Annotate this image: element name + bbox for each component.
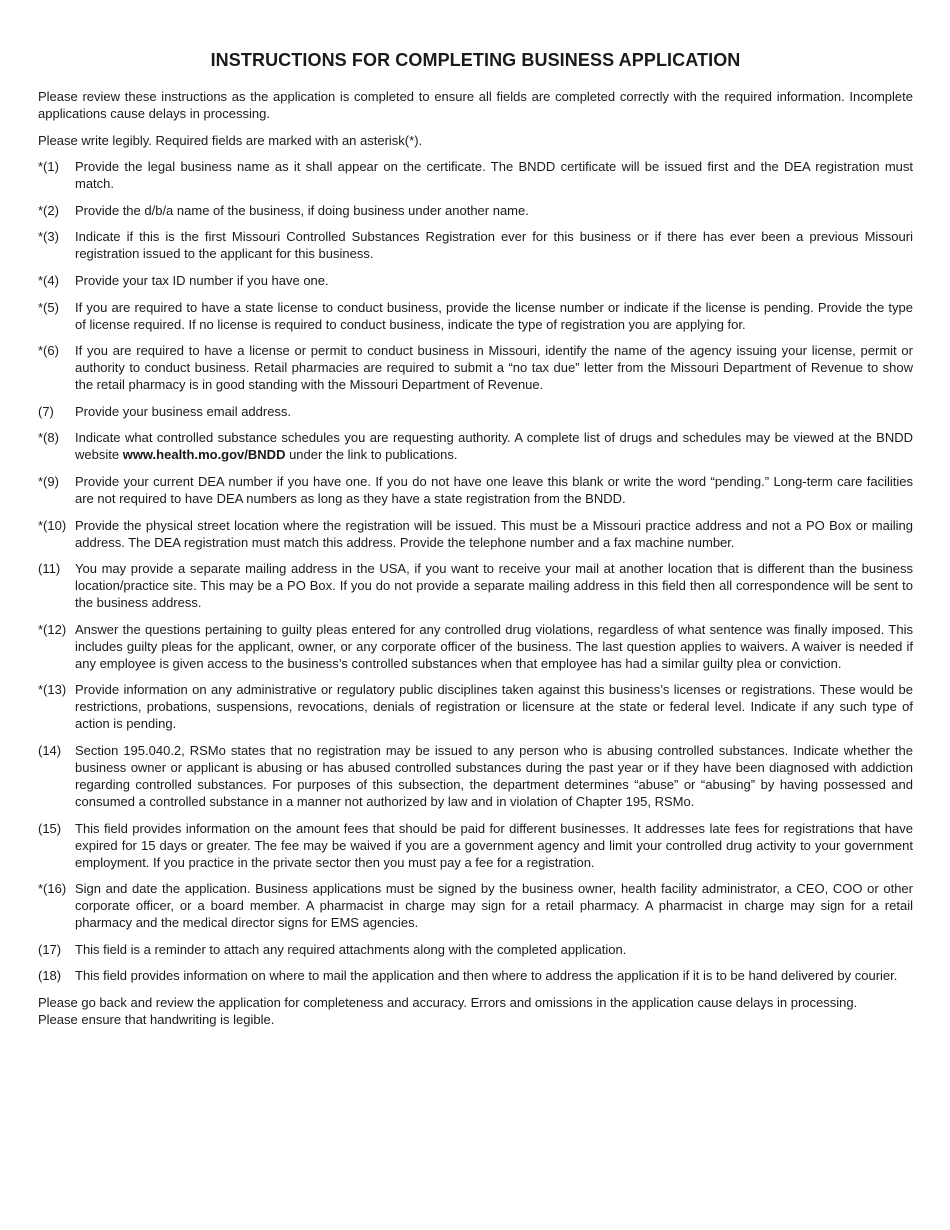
instruction-item-18 <box>38 967 913 984</box>
intro-paragraph: Please review these instructions as the application is completed to ensure all fields are completed correctly with the required information. Incomplete applications cause delays in processing. <box>38 89 913 121</box>
item-number: *(8) <box>38 430 59 446</box>
item-text-after: under the link to publications. <box>285 447 458 463</box>
item-text: This field provides information on the amount fees that should be paid for different businesses. It addresses late fees for registrations that have expired for 15 days or greater. The fee may be waived if you are a government agency and limit your controlled drug activity to your government employment. If you practice in the private sector then you must pay a fee for a registration. <box>75 820 913 870</box>
item-number: *(13) <box>38 682 67 698</box>
item-text: Answer the questions pertaining to guilty pleas entered for any controlled drug violations, regardless of what sentence was finally imposed. This includes guilty pleas for the applicant, owner, or any corporate officer of the business. The last question applies to waivers. A waiver is needed if any employee is given access to the business’s controlled substances when that employee has had a similar guilty plea or conviction. <box>75 621 913 671</box>
item-number: (17) <box>38 941 62 957</box>
item-number: *(5) <box>38 299 59 315</box>
legibility-note: Please write legibly. Required fields are marked with an asterisk(*). <box>38 132 423 148</box>
item-number: *(1) <box>38 159 59 175</box>
instruction-item-1 <box>38 158 913 192</box>
instruction-item-17 <box>38 941 913 958</box>
item-number: *(4) <box>38 272 59 288</box>
item-text: Indicate if this is the first Missouri Controlled Substances Registration ever for this business or if there has ever been a previous Missouri registration issued to the applicant for this business. <box>75 229 913 262</box>
item-number: *(3) <box>38 229 59 245</box>
item-text: You may provide a separate mailing address in the USA, if you want to receive your mail at another location that is different than the business location/practice site. This may be a PO Box. If you do not provide a separate mailing address in this field then all correspondence will be sent to the business address. <box>75 561 913 611</box>
item-number: *(6) <box>38 343 59 359</box>
item-number: *(9) <box>38 473 59 489</box>
document-page <box>38 50 913 1028</box>
page-title: INSTRUCTIONS FOR COMPLETING BUSINESS APPLICATION <box>210 50 741 70</box>
instruction-item-9 <box>38 473 913 507</box>
item-text: Sign and date the application. Business applications must be signed by the business owner, health facility administrator, a CEO, COO or other corporate officer, or a board member. A pharmacist in charge may sign for a retail pharmacy. A pharmacist in charge may sign for a retail pharmacy and the medical director signs for EMS agencies. <box>75 881 913 931</box>
item-number: (11) <box>38 561 61 577</box>
item-number: *(10) <box>38 517 67 533</box>
item-text: Section 195.040.2, RSMo states that no registration may be issued to any person who is abusing controlled substances. Indicate whether the business owner or applicant is abusing or has abused controlled substances during the past year or if they have been diagnosed with addiction regarding controlled substances. For purposes of this subsection, the department determines “abuse” or “abusing” by having possessed and consumed a controlled substance in a manner not authorized by law and in violation of Chapter 195, RSMo. <box>75 742 913 809</box>
item-text: If you are required to have a state license to conduct business, provide the license number or indicate if the license is pending. Provide the type of license required. If no license is required to conduct business, indicate the type of registration you are applying for. <box>75 299 913 332</box>
instruction-item-13 <box>38 681 913 732</box>
item-text: Provide your tax ID number if you have one. <box>75 272 329 288</box>
item-number: *(16) <box>38 881 67 897</box>
instruction-item-8 <box>38 429 913 463</box>
instruction-item-2 <box>38 202 913 219</box>
closing-paragraph <box>38 994 913 1028</box>
item-number: (14) <box>38 742 62 758</box>
item-number: *(12) <box>38 621 67 637</box>
item-text-before: Indicate what controlled substance schedules you are requesting authority. A complete list of drugs and schedules may be viewed at the BNDD website <box>75 430 913 463</box>
item-number: (15) <box>38 820 62 836</box>
instruction-item-7 <box>38 403 913 420</box>
item-text: Provide your current DEA number if you have one. If you do not have one leave this blank or write the word “pending.” Long-term care facilities are not required to have DEA numbers as long as they have a state registration from the BNDD. <box>75 473 913 506</box>
closing-line-1: Please go back and review the application for completeness and accuracy. Errors and omissions in the application cause delays in processing. <box>38 994 858 1010</box>
item-number: (7) <box>38 403 54 419</box>
item-text: Provide the d/b/a name of the business, if doing business under another name. <box>75 202 529 218</box>
item-text: Provide your business email address. <box>75 403 292 419</box>
bndd-website-link[interactable]: www.health.mo.gov/BNDD <box>122 447 286 463</box>
item-text: This field provides information on where to mail the application and then where to address the application if it is to be hand delivered by courier. <box>75 968 898 984</box>
instruction-item-15 <box>38 820 913 871</box>
instruction-item-6 <box>38 342 913 393</box>
item-text: This field is a reminder to attach any required attachments along with the completed application. <box>75 941 627 957</box>
item-text: If you are required to have a license or permit to conduct business in Missouri, identify the name of the agency issuing your license, permit or authority to conduct business. Retail pharmacies are required to submit a “no tax due” letter from the Missouri Department of Revenue to show the retail pharmacy is in good standing with the Missouri Department of Revenue. <box>75 343 913 393</box>
instruction-list <box>38 158 913 984</box>
item-text <box>75 429 913 463</box>
item-text: Provide the physical street location where the registration will be issued. This must be a Missouri practice address and not a PO Box or mailing address. The DEA registration must match this address. Provide the telephone number and a fax machine number. <box>75 517 913 550</box>
instruction-item-10 <box>38 517 913 551</box>
closing-line-2: Please ensure that handwriting is legible. <box>38 1011 275 1027</box>
item-number: *(2) <box>38 202 59 218</box>
instruction-item-14 <box>38 742 913 810</box>
instruction-item-3 <box>38 228 913 262</box>
instruction-item-4 <box>38 272 913 289</box>
instruction-item-12 <box>38 621 913 672</box>
instruction-item-11 <box>38 560 913 611</box>
item-number: (18) <box>38 968 62 984</box>
instruction-item-5 <box>38 299 913 333</box>
item-text: Provide the legal business name as it shall appear on the certificate. The BNDD certificate will be issued first and the DEA registration must match. <box>75 159 913 192</box>
instruction-item-16 <box>38 880 913 931</box>
item-text: Provide information on any administrative or regulatory public disciplines taken against this business’s licenses or registrations. These would be restrictions, probations, suspensions, revocations, denials of registration or licensure at the state or federal level. Indicate if any such type of action is pending. <box>75 682 913 732</box>
